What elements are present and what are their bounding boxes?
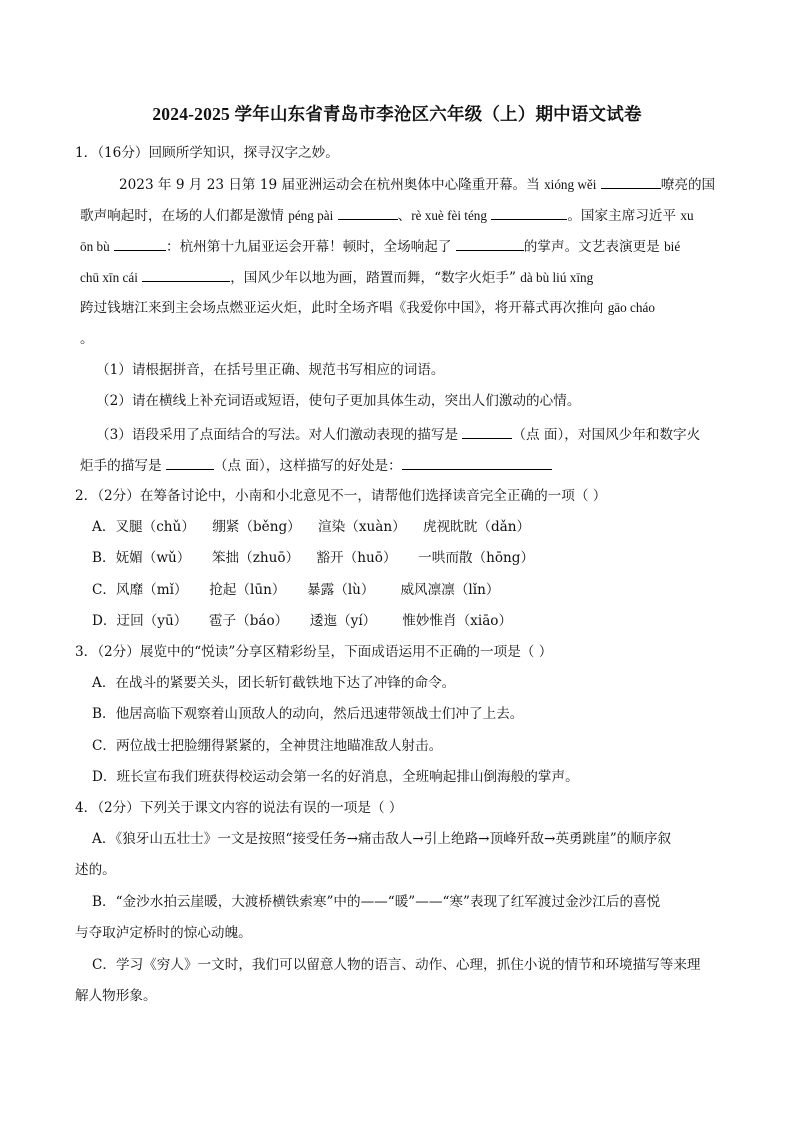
q1-line-1 <box>119 174 715 195</box>
fill-blank[interactable] <box>338 205 398 220</box>
q2-heading: 2．（2分）在筹备讨论中，小南和小北意见不一，请帮他们选择读音完全正确的一项（ ） <box>75 488 607 504</box>
q1-text: 跨过钱塘江来到主会场点燃亚运火炬，此时全场齐唱《我爱你中国》，将开幕式再次推向 <box>80 300 608 316</box>
q2-option-b[interactable]: B．妩媚（wǔ） 笨拙（zhuō） 豁开（huō） 一哄而散（hōng） <box>92 550 535 566</box>
pinyin: dà bù liú xīng <box>520 270 594 285</box>
q1-text: 歌声响起时，在场的人们都是激情 <box>80 208 289 224</box>
q1-line-6: 。 <box>80 331 94 347</box>
q2-option-c[interactable]: C．风靡（mǐ） 抢起（lūn） 暴露（lù） 威风凛凛（lǐn） <box>92 582 500 598</box>
q1-line-3 <box>80 236 680 257</box>
q4-option-b[interactable]: B．“金沙水拍云崖暖，大渡桥横铁索寒”中的——“暖”——“寒”表现了红军渡过金沙江后的喜悦 <box>92 894 661 910</box>
pinyin: gāo cháo <box>607 300 655 315</box>
q4-option-b-cont: 与夺取泸定桥时的惊心动魄。 <box>75 925 252 941</box>
q4-option-a-cont: 述的。 <box>75 862 116 878</box>
q1-text: （点 面），这样描写的好处是： <box>213 458 402 474</box>
q3-option-a[interactable]: A．在战斗的紧要关头，团长斩钉截铁地下达了冲锋的命令。 <box>92 675 456 691</box>
q1-sub-2: （2）请在横线上补充词语或短语，使句子更加具体生动，突出人们激动的心情。 <box>96 393 581 409</box>
q1-text: （点 面），对国风少年和数字火 <box>512 427 701 443</box>
q4-option-a[interactable]: A．《狼牙山五壮士》一文是按照“接受任务→痛击敌人→引上绝路→顶峰歼敌→英勇跳崖”的顺序叙 <box>92 831 672 847</box>
q3-option-c[interactable]: C．两位战士把脸绷得紧紧的，全神贯注地瞄准敌人射击。 <box>92 738 443 754</box>
q1-text: （3）语段采用了点面结合的写法。对人们激动表现的描写是 <box>96 427 463 443</box>
q1-line-4 <box>80 267 593 288</box>
fill-blank[interactable] <box>491 205 567 220</box>
pinyin: xu <box>680 208 694 223</box>
fill-blank[interactable] <box>114 236 166 251</box>
q1-sub-3 <box>96 424 700 445</box>
q1-text: 、 <box>397 208 412 224</box>
fill-blank[interactable] <box>402 455 552 470</box>
q4-option-c[interactable]: C．学习《穷人》一文时，我们可以留意人物的语言、动作、心理，抓住小说的情节和环境描写等来理 <box>92 957 701 973</box>
q2-option-a[interactable]: A．叉腿（chǔ） 绷紧（běng） 渲染（xuàn） 虎视眈眈（dǎn） <box>92 519 531 535</box>
q1-heading: 1．（16分）回顾所学知识，探寻汉字之妙。 <box>75 145 339 161</box>
fill-blank[interactable] <box>462 424 512 439</box>
q3-heading: 3．（2分）展览中的“悦读”分享区精彩纷呈，下面成语运用不正确的一项是（ ） <box>75 644 553 660</box>
q1-sub-1: （1）请根据拼音，在括号里正确、规范书写相应的词语。 <box>96 362 445 378</box>
fill-blank[interactable] <box>142 267 230 282</box>
pinyin: péng pài <box>288 208 334 223</box>
q3-option-b[interactable]: B．他居高临下观察着山顶敌人的动向，然后迅速带领战士们冲了上去。 <box>92 706 524 722</box>
fill-blank[interactable] <box>166 455 214 470</box>
q1-line-5 <box>80 298 655 318</box>
pinyin: rè xuè fèi téng <box>411 208 487 223</box>
pinyin: xióng wěi <box>544 177 597 192</box>
q4-option-c-cont: 解人物形象。 <box>75 988 157 1004</box>
q1-text: 嘹亮的国 <box>660 177 716 193</box>
pinyin: ōn bù <box>80 239 110 254</box>
q1-text: 2023 年 9 月 23 日第 19 届亚洲运动会在杭州奥体中心隆重开幕。当 <box>119 177 545 193</box>
q4-heading: 4．（2分）下列关于课文内容的说法有误的一项是（ ） <box>75 800 403 816</box>
q1-text: ，国风少年以地为画，踏置而舞，“数字火炬手” <box>230 270 521 286</box>
q1-text: 的掌声。文艺表演更是 <box>523 239 665 255</box>
q2-option-d[interactable]: D．迂回（yū） 雹子（báo） 逶迤（yí） 惟妙惟肖（xiāo） <box>92 613 513 629</box>
q1-text: 。国家主席习近平 <box>567 208 681 224</box>
page-title: 2024-2025 学年山东省青岛市李沧区六年级（上）期中语文试卷 <box>152 104 642 124</box>
q1-text: 炬手的描写是 <box>80 458 166 474</box>
pinyin: bié <box>664 239 681 254</box>
fill-blank[interactable] <box>456 236 524 251</box>
pinyin: chū xīn cái <box>80 270 138 285</box>
q1-line-2 <box>80 205 694 226</box>
q1-sub-3-cont <box>80 455 552 476</box>
q1-text: ：杭州第十九届亚运会开幕！顿时，全场响起了 <box>166 239 456 255</box>
fill-blank[interactable] <box>601 174 661 189</box>
q3-option-d[interactable]: D．班长宣布我们班获得校运动会第一名的好消息，全班响起排山倒海般的掌声。 <box>92 769 579 785</box>
